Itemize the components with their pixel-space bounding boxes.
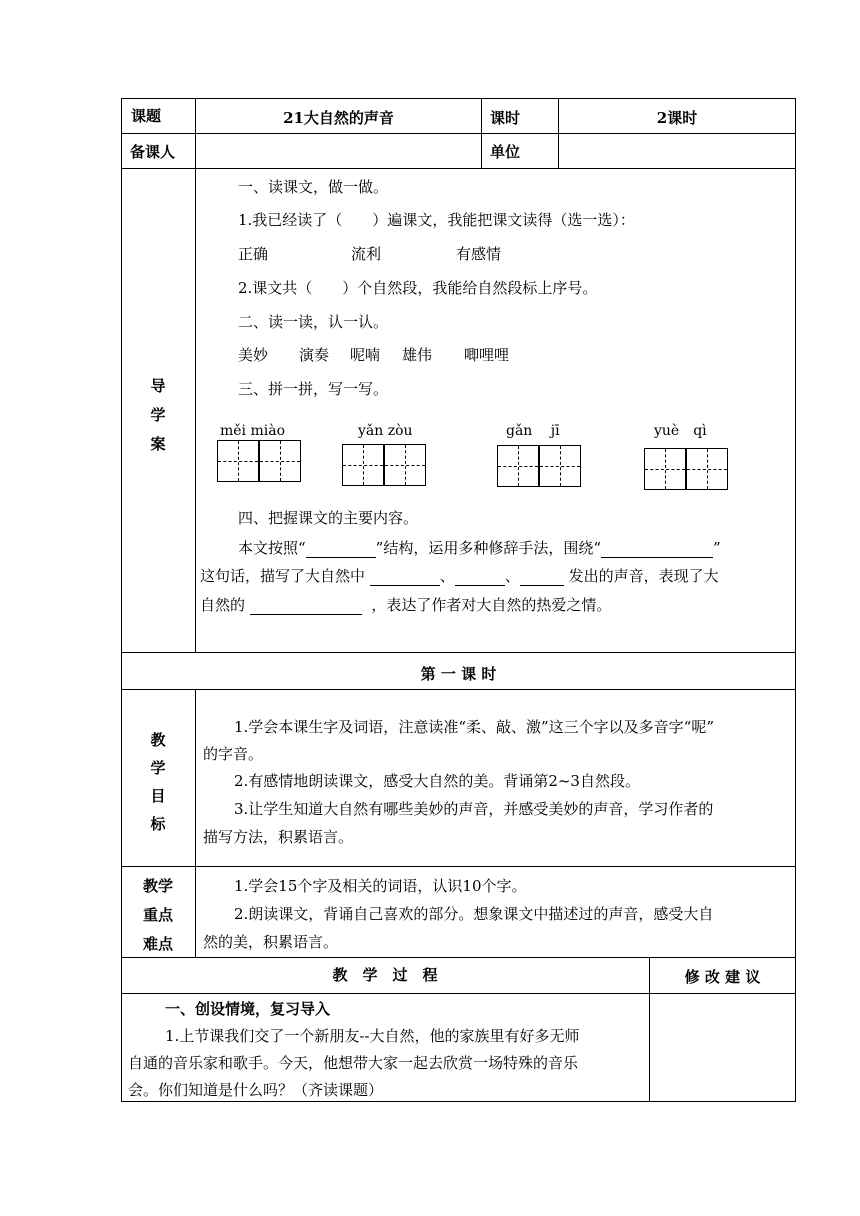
period-value: 2课时	[656, 109, 698, 127]
guide-question-1: 1.我已经读了（ ）遍课文，我能把课文读得（选一选）：	[238, 211, 635, 229]
keypoints-side-line: 重点	[142, 906, 173, 924]
writing-grid-box[interactable]	[539, 445, 581, 487]
period-label: 课时	[490, 109, 521, 127]
guide-section-1-title: 一、读课文，做一做。	[238, 178, 389, 196]
word-item: 呢喃	[350, 346, 381, 364]
word-item: 演奏	[299, 346, 330, 364]
topic-value: 21大自然的声音	[283, 109, 394, 127]
goals-side-char: 目	[150, 787, 166, 805]
pinyin-label: měi miào	[220, 423, 286, 439]
goal-2: 2.有感情地朗读课文，感受大自然的美。背诵第2~3自然段。	[234, 772, 640, 790]
guide-side-char: 学	[150, 406, 166, 424]
goals-side-char: 标	[150, 815, 166, 833]
unit-label: 单位	[490, 143, 521, 161]
goal-3-line-1: 3.让学生知道大自然有哪些美妙的声音，并感受美妙的声音，学习作者的	[234, 800, 714, 818]
guide-option-fluent: 流利	[351, 245, 382, 263]
fill-blank[interactable]	[601, 540, 713, 558]
step-1-line-3: 会。你们知道是什么吗？（齐读课题）	[128, 1081, 384, 1099]
writing-grid-box[interactable]	[384, 444, 426, 486]
writing-grid-box[interactable]	[342, 444, 384, 486]
guide-side-char: 案	[150, 435, 166, 453]
step-1-line-2: 自通的音乐家和歌手。今天，他想带大家一起去欣赏一场特殊的音乐	[128, 1054, 579, 1072]
pinyin-label: yǎn zòu	[358, 423, 413, 439]
goal-1-line-2: 的字音。	[203, 745, 264, 763]
topic-label: 课题	[131, 107, 162, 125]
keypoint-1: 1.学会15个字及相关的词语，认识10个字。	[234, 877, 527, 895]
keypoint-2-line-1: 2.朗读课文，背诵自己喜欢的部分。想象课文中描述过的声音，感受大自	[234, 905, 714, 923]
keypoints-side-line: 难点	[142, 935, 173, 953]
fill-blank[interactable]	[306, 540, 376, 558]
suggestion-header: 修 改 建 议	[684, 968, 761, 986]
keypoints-side-line: 教学	[142, 877, 173, 895]
writing-grid-box[interactable]	[686, 448, 728, 490]
summary-line-1: 本文按照“ ”结构，运用多种修辞手法，围绕“ ”	[238, 539, 721, 557]
writing-grid-box[interactable]	[259, 440, 301, 482]
word-item: 美妙	[238, 346, 269, 364]
guide-side-char: 导	[150, 377, 166, 395]
fill-blank[interactable]	[250, 597, 362, 615]
goal-1-line-1: 1.学会本课生字及词语，注意读准“柔、敲、激”这三个字以及多音字“呢”	[234, 718, 714, 736]
process-header: 教 学 过 程	[332, 966, 438, 984]
goal-3-line-2: 描写方法，积累语言。	[203, 828, 354, 846]
guide-option-correct: 正确	[238, 245, 269, 263]
writing-grid-box[interactable]	[497, 445, 539, 487]
fill-blank[interactable]	[455, 568, 505, 586]
step-1-title: 一、创设情境，复习导入	[165, 1000, 331, 1018]
writing-grid-box[interactable]	[217, 440, 259, 482]
guide-section-2-title: 二、读一读，认一认。	[238, 313, 389, 331]
goals-side-char: 学	[150, 759, 166, 777]
keypoint-2-line-2: 然的美，积累语言。	[203, 933, 339, 951]
summary-line-3: 自然的 ，表达了作者对大自然的热爱之情。	[200, 596, 612, 614]
writing-grid-box[interactable]	[644, 448, 686, 490]
fill-blank[interactable]	[370, 568, 440, 586]
pinyin-label: yuè qì	[654, 423, 707, 439]
fill-blank[interactable]	[520, 568, 564, 586]
guide-section-4-title: 四、把握课文的主要内容。	[238, 509, 419, 527]
guide-question-2: 2.课文共（ ）个自然段，我能给自然段标上序号。	[238, 279, 598, 297]
guide-section-3-title: 三、拼一拼，写一写。	[238, 380, 389, 398]
pinyin-label: gǎn jī	[506, 423, 560, 439]
summary-line-2: 这句话，描写了大自然中 、 、 发出的声音，表现了大	[200, 567, 719, 585]
step-1-line-1: 1.上节课我们交了一个新朋友--大自然，他的家族里有好多无师	[165, 1027, 580, 1045]
word-item: 唧哩哩	[464, 346, 510, 364]
preparer-label: 备课人	[130, 143, 176, 161]
goals-side-char: 教	[150, 731, 166, 749]
word-item: 雄伟	[402, 346, 433, 364]
guide-option-emotional: 有感情	[456, 245, 502, 263]
lesson-1-title: 第 一 课 时	[420, 665, 497, 683]
